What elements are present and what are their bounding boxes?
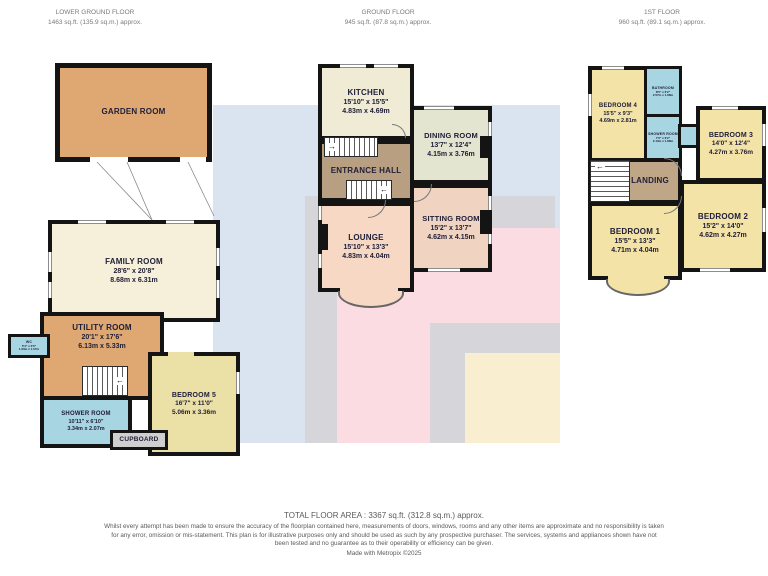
stairs-hall-upper <box>324 137 378 157</box>
room-dims-ft: 20'1" x 17'6" <box>81 334 123 342</box>
room-dims-ft: 7'0" x 6'2" <box>655 135 671 140</box>
window <box>318 206 322 220</box>
window <box>48 282 52 298</box>
room-dims-m: 8.68m x 6.31m <box>110 277 158 285</box>
floor-title: 1ST FLOOR <box>643 9 680 16</box>
room-dims-ft: 5'4" x 3'6" <box>21 343 37 348</box>
room-dims-ft: 13'7" x 12'4" <box>430 141 472 149</box>
room-dims-ft: 15'10" x 13'3" <box>343 244 389 252</box>
window <box>588 94 592 116</box>
door-gap <box>90 157 128 162</box>
room-label: SHOWER ROOM <box>648 131 678 136</box>
room-label: LANDING <box>631 175 669 185</box>
room-label: BEDROOM 1 <box>609 226 661 236</box>
window <box>424 106 454 110</box>
room-dims-m: 4.69m x 2.81m <box>599 117 637 124</box>
room-dims-m: 4.62m x 4.15m <box>427 233 475 241</box>
window <box>762 124 766 146</box>
overlay-cream <box>465 353 560 443</box>
room-dims-m: 1.63m x 1.07m <box>18 346 40 351</box>
stairs-arrow-icon: ← <box>116 376 124 385</box>
room-label: BEDROOM 3 <box>708 132 754 140</box>
overlay-gray-band <box>430 353 465 443</box>
chimney-breast <box>480 210 492 234</box>
room-dims-ft: 10'11" x 6'10" <box>68 418 104 425</box>
room-label: KITCHEN <box>347 87 385 97</box>
room-bedroom1 <box>588 202 682 280</box>
stairs-landing <box>590 160 630 202</box>
room-dims-ft: 14'0" x 12'4" <box>711 140 751 148</box>
floor-area: 960 sq.ft. (89.1 sq.m.) approx. <box>618 18 706 26</box>
room-dims-m: 5.06m x 3.36m <box>171 408 217 416</box>
room-label: ENTRANCE HALL <box>330 165 402 175</box>
room-dims-ft: 15'5" x 9'3" <box>603 110 633 117</box>
footer <box>104 511 664 557</box>
room-dims-ft: 15'2" x 13'7" <box>430 224 472 232</box>
room-label: BEDROOM 5 <box>171 392 217 400</box>
floor-area: 1463 sq.ft. (135.9 sq.m.) approx. <box>48 18 142 26</box>
room-family <box>48 220 220 322</box>
floor-title: LOWER GROUND FLOOR <box>55 9 135 16</box>
window <box>48 252 52 272</box>
header-ground-floor <box>288 8 488 28</box>
credit-text: Made with Metropix ©2025 <box>346 549 422 557</box>
room-dims-m: 4.62m x 4.27m <box>699 232 747 240</box>
window <box>700 268 730 272</box>
window <box>78 220 106 224</box>
room-label: LOUNGE <box>348 232 384 242</box>
room-dims-m: 6.13m x 5.33m <box>78 343 126 351</box>
bay-window <box>606 279 670 296</box>
floor-area: 945 sq.ft. (87.8 sq.m.) approx. <box>344 18 432 26</box>
room-label: SITTING ROOM <box>422 214 480 224</box>
room-garden <box>55 63 212 162</box>
window <box>236 372 240 394</box>
room-dims-m: 4.83m x 4.04m <box>342 253 390 261</box>
room-bathroom <box>644 66 682 118</box>
window <box>374 64 398 68</box>
stairs-utility <box>82 366 128 396</box>
stairs-hall-lower <box>346 180 392 200</box>
room-bedroom4 <box>588 66 648 162</box>
header-lower-ground-floor <box>0 8 195 28</box>
room-dims-m: 4.15m x 3.76m <box>427 150 475 158</box>
room-dims-ft: 15'5" x 13'3" <box>614 238 656 246</box>
room-dims-ft: 15'2" x 14'0" <box>702 223 744 231</box>
chimney-breast <box>480 136 492 158</box>
overlay-gray-mid <box>430 323 560 353</box>
room-dims-m: 4.71m x 4.04m <box>611 247 659 255</box>
chimney-breast <box>318 224 328 250</box>
room-label: WC <box>25 339 33 344</box>
window <box>216 280 220 298</box>
room-label: CUPBOARD <box>119 435 159 443</box>
window <box>762 208 766 232</box>
room-label: BEDROOM 2 <box>697 211 749 221</box>
room-label: UTILITY ROOM <box>72 323 132 332</box>
room-dims-ft: 8'5" x 6'2" <box>655 89 671 94</box>
door-gap <box>168 352 194 356</box>
stairs-arrow-icon: ← <box>596 162 604 171</box>
room-shower-first <box>644 114 682 162</box>
room-label: BEDROOM 4 <box>598 102 638 109</box>
room-dims-m: 4.83m x 4.69m <box>342 108 390 116</box>
room-bedroom3 <box>696 106 766 182</box>
window <box>712 106 738 110</box>
room-label: DINING ROOM <box>424 131 478 141</box>
header-first-floor <box>562 8 762 28</box>
window <box>318 254 322 268</box>
room-dims-ft: 15'10" x 15'5" <box>343 99 389 107</box>
door-gap <box>180 157 206 162</box>
room-lounge <box>318 202 414 292</box>
room-bedroom2 <box>680 180 766 272</box>
total-floor-area: TOTAL FLOOR AREA : 3367 sq.ft. (312.8 sq.m.) approx. <box>284 511 484 520</box>
room-label: BATHROOM <box>652 85 674 90</box>
room-dims-m: 3.34m x 2.07m <box>67 425 105 432</box>
floor-title: GROUND FLOOR <box>361 9 415 16</box>
disclaimer-text: Whilst every attempt has been made to ensure the accuracy of the floorplan contained here, measurements of doors, windows, rooms and any other items are approximate and no responsibility is taken for any error, omission or mis-statement. This plan is for illustrative purposes only and should be used as such by any prospective purchaser. The services, systems and appliances shown have not been tested and no guarantee as to their operability or efficiency can be given. <box>104 523 664 547</box>
window <box>428 268 460 272</box>
room-dims-ft: 16'7" x 11'0" <box>175 400 213 408</box>
room-wc <box>8 334 50 358</box>
stairs-arrow-icon: ← <box>380 185 388 194</box>
room-dims-ft: 28'6" x 20'8" <box>113 268 155 276</box>
room-dims-m: 2.57m x 1.88m <box>652 92 674 97</box>
room-dims-m: 2.13m x 1.88m <box>652 138 674 143</box>
room-label: SHOWER ROOM <box>61 410 111 417</box>
room-dims-m: 4.27m x 3.76m <box>708 148 754 156</box>
overlay-pink-lower <box>337 323 430 443</box>
stairs-arrow-icon: → <box>328 142 336 151</box>
window <box>166 220 194 224</box>
window <box>340 64 366 68</box>
room-cupboard <box>110 430 168 450</box>
window <box>602 66 624 70</box>
window <box>216 248 220 266</box>
room-label: FAMILY ROOM <box>105 256 163 266</box>
room-label: GARDEN ROOM <box>101 107 166 117</box>
